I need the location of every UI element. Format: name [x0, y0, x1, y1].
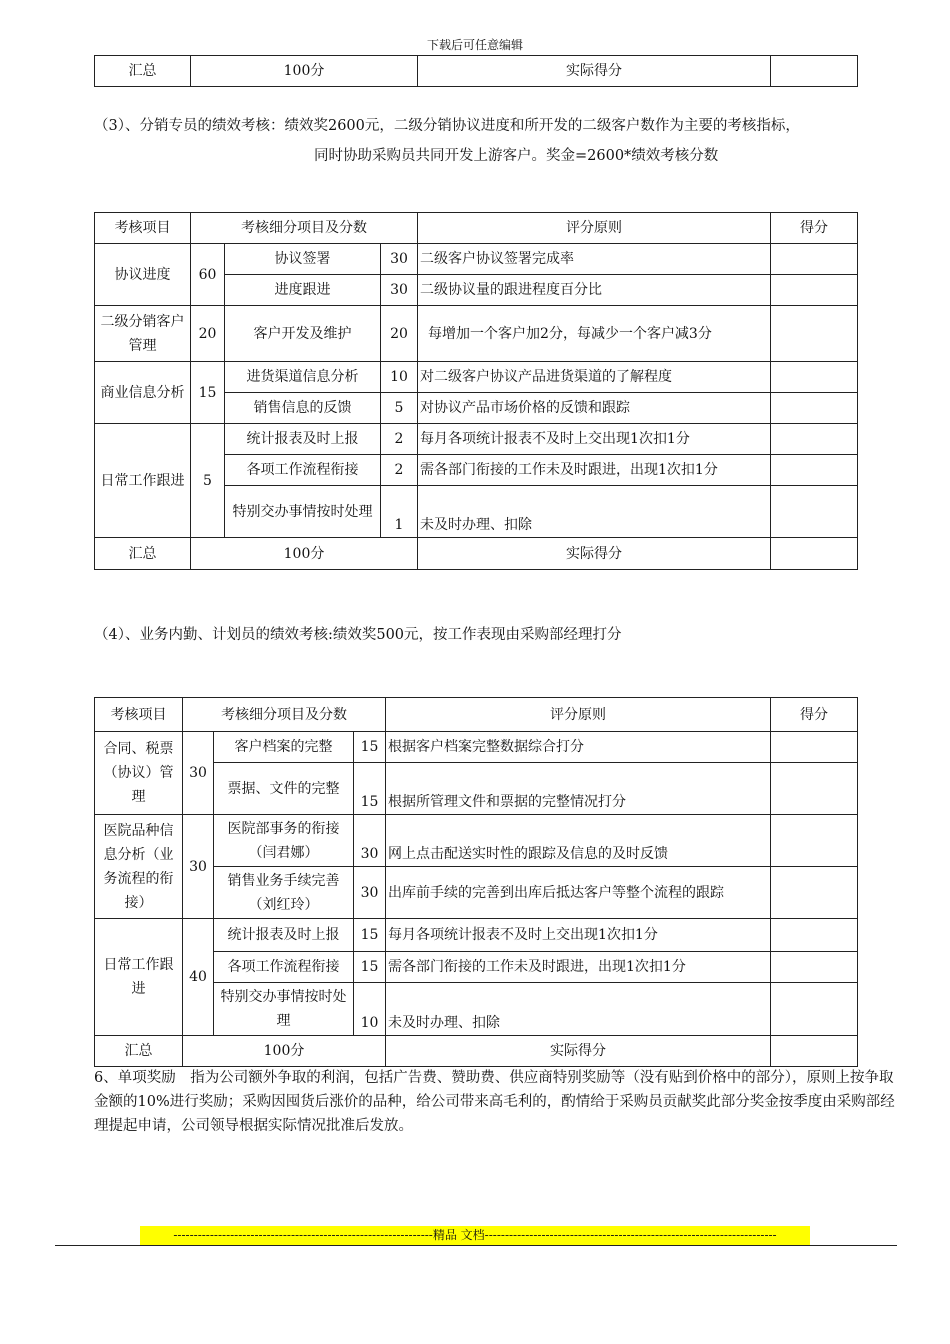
footer-divider	[55, 1245, 897, 1246]
score-cell	[771, 952, 858, 983]
top-summary-table	[94, 55, 858, 87]
summary-label: 汇总	[95, 1036, 183, 1067]
group-score: 15	[191, 362, 225, 424]
rule: 每增加一个客户加2分，每减少一个客户减3分	[418, 306, 771, 362]
score-cell	[771, 983, 858, 1036]
sub-points: 30	[381, 275, 418, 306]
sub-item: 销售信息的反馈	[225, 393, 381, 424]
sub-item: 进度跟进	[225, 275, 381, 306]
group-name: 合同、税票（协议）管理	[95, 732, 183, 815]
sub-item: 各项工作流程衔接	[225, 455, 381, 486]
rule: 未及时办理、扣除	[418, 486, 771, 538]
rule: 根据所管理文件和票据的完整情况打分	[386, 763, 771, 815]
rule: 出库前手续的完善到出库后抵达客户等整个流程的跟踪	[386, 867, 771, 919]
section4-intro: （4）、业务内勤、计划员的绩效考核:绩效奖500元，按工作表现由采购部经理打分	[94, 627, 622, 643]
score-cell	[771, 763, 858, 815]
group-name: 日常工作跟进	[95, 919, 183, 1036]
section3-table	[94, 212, 858, 570]
score-cell	[771, 424, 858, 455]
group-name: 商业信息分析	[95, 362, 191, 424]
sub-points: 30	[381, 244, 418, 275]
sub-points: 10	[381, 362, 418, 393]
score-cell	[771, 275, 858, 306]
summary-label: 汇总	[95, 56, 191, 87]
summary-score-cell	[771, 538, 858, 570]
rule: 每月各项统计报表不及时上交出现1次扣1分	[418, 424, 771, 455]
sub-points: 30	[354, 815, 386, 867]
sub-item: 进货渠道信息分析	[225, 362, 381, 393]
score-cell	[771, 732, 858, 763]
header-detail: 考核细分项目及分数	[191, 213, 418, 244]
score-cell	[771, 815, 858, 867]
score-cell	[771, 362, 858, 393]
group-score: 40	[183, 919, 214, 1036]
sub-points: 1	[381, 486, 418, 538]
summary-score-cell	[771, 56, 858, 87]
rule: 对协议产品市场价格的反馈和跟踪	[418, 393, 771, 424]
summary-total: 100分	[183, 1036, 386, 1067]
rule: 需各部门衔接的工作未及时跟进，出现1次扣1分	[386, 952, 771, 983]
group-score: 20	[191, 306, 225, 362]
rule: 对二级客户协议产品进货渠道的了解程度	[418, 362, 771, 393]
summary-actual-label: 实际得分	[386, 1036, 771, 1067]
header-principle: 评分原则	[418, 213, 771, 244]
sub-item: 票据、文件的完整	[214, 763, 354, 815]
sub-points: 20	[381, 306, 418, 362]
sub-points: 2	[381, 455, 418, 486]
header-item: 考核项目	[95, 213, 191, 244]
score-cell	[771, 486, 858, 538]
group-score: 60	[191, 244, 225, 306]
rule: 需各部门衔接的工作未及时跟进，出现1次扣1分	[418, 455, 771, 486]
sub-points: 10	[354, 983, 386, 1036]
group-score: 30	[183, 815, 214, 919]
summary-total: 100分	[191, 56, 418, 87]
rule: 二级客户协议签署完成率	[418, 244, 771, 275]
rule: 未及时办理、扣除	[386, 983, 771, 1036]
group-name: 日常工作跟进	[95, 424, 191, 538]
sub-item: 客户开发及维护	[225, 306, 381, 362]
sub-item: 各项工作流程衔接	[214, 952, 354, 983]
rule: 每月各项统计报表不及时上交出现1次扣1分	[386, 919, 771, 952]
sub-points: 5	[381, 393, 418, 424]
section3-line1: （3）、分销专员的绩效考核：绩效奖2600元，二级分销协议进度和所开发的二级客户数作为主要的考核指标，	[94, 118, 800, 134]
sub-points: 30	[354, 867, 386, 919]
rule: 网上点击配送实时性的跟踪及信息的及时反馈	[386, 815, 771, 867]
score-cell	[771, 455, 858, 486]
sub-points: 15	[354, 952, 386, 983]
group-name: 医院品种信息分析（业务流程的衔接）	[95, 815, 183, 919]
sub-item: 特别交办事情按时处理	[225, 486, 381, 538]
summary-actual-label: 实际得分	[418, 538, 771, 570]
summary-score-cell	[771, 1036, 858, 1067]
section3-intro	[94, 113, 899, 169]
sub-item: 销售业务手续完善（刘红玲）	[214, 867, 354, 919]
header-item: 考核项目	[95, 698, 183, 732]
header-note: 下载后可任意编辑	[426, 38, 523, 52]
sub-points: 15	[354, 919, 386, 952]
summary-label: 汇总	[95, 538, 191, 570]
section6-paragraph: 6、单项奖励 指为公司额外争取的利润，包括广告费、赞助费、供应商特别奖励等（没有贴到价格中的部分），原则上按争取金额的10%进行奖励；采购因囤货后涨价的品种，给公司带来高毛利的，酌情给于采购员贡献奖此部分奖金按季度由采购部经理提起申请，公司领导根据实际情况批准后发放。	[94, 1070, 895, 1134]
footer-banner: ----------------------------------------------------------------精品 文档------------------------------------------------------------------------	[140, 1226, 810, 1245]
sub-item: 协议签署	[225, 244, 381, 275]
sub-item: 统计报表及时上报	[214, 919, 354, 952]
sub-points: 2	[381, 424, 418, 455]
header-principle: 评分原则	[386, 698, 771, 732]
section3-line2: 同时协助采购员共同开发上游客户。奖金=2600*绩效考核分数	[314, 148, 719, 164]
section4-table	[94, 697, 858, 1067]
sub-item: 客户档案的完整	[214, 732, 354, 763]
rule: 二级协议量的跟进程度百分比	[418, 275, 771, 306]
sub-item: 医院部事务的衔接（闫君娜）	[214, 815, 354, 867]
score-cell	[771, 306, 858, 362]
score-cell	[771, 244, 858, 275]
sub-points: 15	[354, 763, 386, 815]
header-score: 得分	[771, 698, 858, 732]
score-cell	[771, 393, 858, 424]
header-detail: 考核细分项目及分数	[183, 698, 386, 732]
sub-item: 统计报表及时上报	[225, 424, 381, 455]
group-name: 协议进度	[95, 244, 191, 306]
header-score: 得分	[771, 213, 858, 244]
group-score: 30	[183, 732, 214, 815]
sub-item: 特别交办事情按时处理	[214, 983, 354, 1036]
rule: 根据客户档案完整数据综合打分	[386, 732, 771, 763]
group-score: 5	[191, 424, 225, 538]
group-name: 二级分销客户管理	[95, 306, 191, 362]
sub-points: 15	[354, 732, 386, 763]
summary-actual-label: 实际得分	[418, 56, 771, 87]
score-cell	[771, 919, 858, 952]
score-cell	[771, 867, 858, 919]
summary-total: 100分	[191, 538, 418, 570]
